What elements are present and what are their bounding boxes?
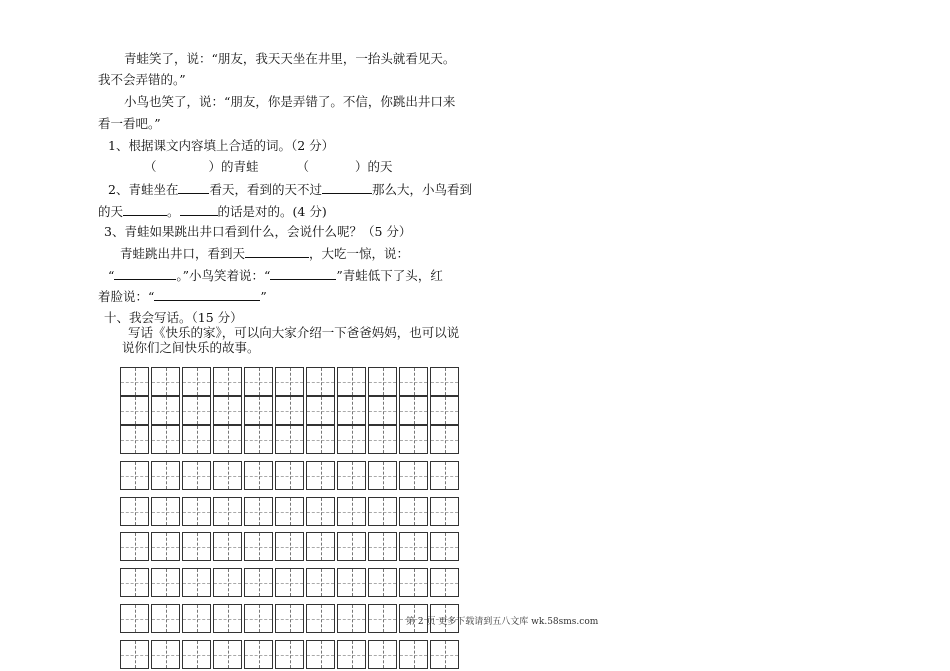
- grid-cell[interactable]: [337, 425, 366, 454]
- question-2-line-1: [108, 181, 472, 198]
- grid-cell[interactable]: [306, 532, 335, 561]
- q2-blank-4[interactable]: [180, 203, 218, 216]
- q2-text-f: 的话是对的。(4 分): [217, 204, 327, 219]
- q2-blank-1[interactable]: [178, 181, 209, 194]
- grid-cell[interactable]: [151, 568, 180, 597]
- grid-cell[interactable]: [120, 497, 149, 526]
- grid-cell[interactable]: [306, 568, 335, 597]
- grid-cell[interactable]: [275, 497, 304, 526]
- grid-cell[interactable]: [337, 396, 366, 425]
- q1-item-1-label: ）的青蛙: [208, 159, 259, 174]
- grid-cell[interactable]: [430, 568, 459, 597]
- grid-cell[interactable]: [213, 640, 242, 669]
- grid-cell[interactable]: [306, 461, 335, 490]
- grid-cell[interactable]: [430, 461, 459, 490]
- grid-cell[interactable]: [306, 497, 335, 526]
- grid-cell[interactable]: [306, 604, 335, 633]
- grid-cell[interactable]: [182, 568, 211, 597]
- grid-cell[interactable]: [337, 367, 366, 396]
- grid-cell[interactable]: [213, 604, 242, 633]
- question-3-prompt: 3、青蛙如果跳出井口看到什么，会说什么呢？（5 分）: [104, 224, 412, 239]
- grid-cell[interactable]: [120, 425, 149, 454]
- grid-cell[interactable]: [337, 568, 366, 597]
- grid-cell[interactable]: [213, 532, 242, 561]
- q3-text-d: 。”小鸟笑着说：“: [176, 268, 271, 283]
- passage-line-4: 看一看吧。”: [98, 116, 161, 131]
- grid-row: [120, 396, 461, 425]
- grid-block: [120, 640, 461, 669]
- q2-text-b: 看天，看到的天不过: [209, 182, 322, 197]
- grid-cell[interactable]: [213, 461, 242, 490]
- grid-cell[interactable]: [368, 461, 397, 490]
- grid-block: [120, 497, 461, 526]
- grid-cell[interactable]: [151, 461, 180, 490]
- q3-text-a: 青蛙跳出井口，看到天: [120, 246, 246, 261]
- grid-cell[interactable]: [120, 461, 149, 490]
- grid-cell[interactable]: [182, 367, 211, 396]
- grid-cell[interactable]: [368, 532, 397, 561]
- grid-cell[interactable]: [368, 367, 397, 396]
- grid-cell[interactable]: [306, 425, 335, 454]
- grid-cell[interactable]: [244, 532, 273, 561]
- grid-cell[interactable]: [399, 396, 428, 425]
- section-10-desc-2: 说你们之间快乐的故事。: [122, 340, 260, 355]
- grid-cell[interactable]: [306, 367, 335, 396]
- grid-cell[interactable]: [213, 425, 242, 454]
- q3-blank-1[interactable]: [245, 245, 309, 258]
- grid-block: [120, 461, 461, 490]
- grid-cell[interactable]: [275, 367, 304, 396]
- grid-cell[interactable]: [244, 425, 273, 454]
- grid-cell[interactable]: [182, 396, 211, 425]
- grid-cell[interactable]: [120, 367, 149, 396]
- grid-cell[interactable]: [182, 461, 211, 490]
- q2-text-a: 2、青蛙坐在: [108, 182, 179, 197]
- grid-block: [120, 532, 461, 561]
- grid-cell[interactable]: [244, 640, 273, 669]
- grid-cell[interactable]: [182, 640, 211, 669]
- grid-cell[interactable]: [120, 640, 149, 669]
- grid-cell[interactable]: [182, 532, 211, 561]
- q2-text-c: 那么大，小鸟看到: [371, 182, 472, 197]
- grid-cell[interactable]: [275, 532, 304, 561]
- grid-cell[interactable]: [244, 367, 273, 396]
- grid-cell[interactable]: [151, 497, 180, 526]
- grid-row: [120, 461, 461, 490]
- passage-line-2: 我不会弄错的。”: [98, 72, 186, 87]
- grid-cell[interactable]: [213, 367, 242, 396]
- grid-cell[interactable]: [399, 497, 428, 526]
- question-3-line-2: [108, 267, 443, 284]
- grid-cell[interactable]: [213, 568, 242, 597]
- q3-text-e: ”青蛙低下了头，红: [336, 268, 443, 283]
- grid-row: [120, 568, 461, 597]
- question-3-line-3: [98, 288, 267, 305]
- grid-cell[interactable]: [275, 568, 304, 597]
- grid-cell[interactable]: [275, 396, 304, 425]
- section-10-desc-1: 写话《快乐的家》，可以向大家介绍一下爸爸妈妈，也可以说: [128, 325, 460, 340]
- grid-cell[interactable]: [430, 497, 459, 526]
- grid-cell[interactable]: [368, 497, 397, 526]
- q3-blank-3[interactable]: [270, 267, 336, 280]
- grid-cell[interactable]: [151, 396, 180, 425]
- grid-cell[interactable]: [430, 367, 459, 396]
- grid-cell[interactable]: [430, 396, 459, 425]
- q3-text-c: “: [108, 268, 115, 283]
- grid-cell[interactable]: [182, 425, 211, 454]
- grid-row: [120, 640, 461, 669]
- question-1-items: [144, 159, 393, 175]
- grid-cell[interactable]: [368, 396, 397, 425]
- q2-text-e: 。: [167, 204, 180, 219]
- question-2-line-2: [98, 203, 327, 220]
- grid-cell[interactable]: [399, 461, 428, 490]
- grid-cell[interactable]: [368, 425, 397, 454]
- grid-cell[interactable]: [430, 425, 459, 454]
- grid-block: [120, 367, 461, 454]
- grid-cell[interactable]: [244, 604, 273, 633]
- q3-text-g: ”: [260, 289, 267, 304]
- grid-cell[interactable]: [182, 497, 211, 526]
- q1-open-paren-1: （: [144, 159, 157, 174]
- grid-cell[interactable]: [151, 604, 180, 633]
- grid-cell[interactable]: [306, 396, 335, 425]
- grid-cell[interactable]: [275, 461, 304, 490]
- grid-cell[interactable]: [151, 532, 180, 561]
- grid-cell[interactable]: [182, 604, 211, 633]
- grid-cell[interactable]: [244, 568, 273, 597]
- page-footer: 第 2 页 更多下载请到五八文库 wk.58sms.com: [406, 617, 599, 627]
- grid-cell[interactable]: [244, 396, 273, 425]
- q1-item-2-label: ）的天: [355, 159, 393, 174]
- grid-cell[interactable]: [337, 461, 366, 490]
- grid-cell[interactable]: [275, 640, 304, 669]
- grid-cell[interactable]: [213, 396, 242, 425]
- grid-cell[interactable]: [275, 604, 304, 633]
- section-10-title: 十、我会写话。（15 分）: [104, 310, 243, 325]
- grid-cell[interactable]: [244, 461, 273, 490]
- grid-cell[interactable]: [213, 497, 242, 526]
- grid-cell[interactable]: [306, 640, 335, 669]
- grid-cell[interactable]: [244, 497, 273, 526]
- grid-cell[interactable]: [399, 568, 428, 597]
- grid-cell[interactable]: [399, 532, 428, 561]
- grid-cell[interactable]: [120, 568, 149, 597]
- q3-text-b: ，大吃一惊，说：: [309, 246, 410, 261]
- grid-block: [120, 568, 461, 597]
- q3-text-f: 着脸说：“: [98, 289, 155, 304]
- q3-blank-2[interactable]: [114, 267, 176, 280]
- grid-cell[interactable]: [430, 640, 459, 669]
- q3-blank-4[interactable]: [154, 288, 260, 301]
- question-3-line-1: [120, 245, 409, 262]
- passage-line-3: 小鸟也笑了，说：“朋友，你是弄错了。不信，你跳出井口来: [124, 94, 456, 109]
- grid-cell[interactable]: [120, 396, 149, 425]
- grid-cell[interactable]: [368, 568, 397, 597]
- grid-cell[interactable]: [275, 425, 304, 454]
- grid-cell[interactable]: [368, 604, 397, 633]
- passage-line-1: 青蛙笑了，说：“朋友，我天天坐在井里，一抬头就看见天。: [124, 51, 456, 66]
- grid-row: [120, 497, 461, 526]
- q1-open-paren-2: （: [296, 159, 310, 174]
- grid-row: [120, 367, 461, 396]
- grid-cell[interactable]: [120, 532, 149, 561]
- grid-row: [120, 425, 461, 454]
- grid-cell[interactable]: [151, 367, 180, 396]
- grid-cell[interactable]: [368, 640, 397, 669]
- grid-cell[interactable]: [399, 367, 428, 396]
- grid-cell[interactable]: [430, 532, 459, 561]
- grid-cell[interactable]: [151, 425, 180, 454]
- grid-cell[interactable]: [337, 532, 366, 561]
- q2-blank-3[interactable]: [123, 203, 167, 216]
- grid-cell[interactable]: [151, 640, 180, 669]
- grid-cell[interactable]: [399, 640, 428, 669]
- grid-cell[interactable]: [120, 604, 149, 633]
- grid-cell[interactable]: [337, 640, 366, 669]
- grid-cell[interactable]: [337, 497, 366, 526]
- grid-cell[interactable]: [399, 425, 428, 454]
- q2-blank-2[interactable]: [322, 181, 372, 194]
- grid-cell[interactable]: [337, 604, 366, 633]
- q2-text-d: 的天: [98, 204, 124, 219]
- question-1-prompt: 1、根据课文内容填上合适的词。（2 分）: [108, 138, 335, 153]
- grid-row: [120, 532, 461, 561]
